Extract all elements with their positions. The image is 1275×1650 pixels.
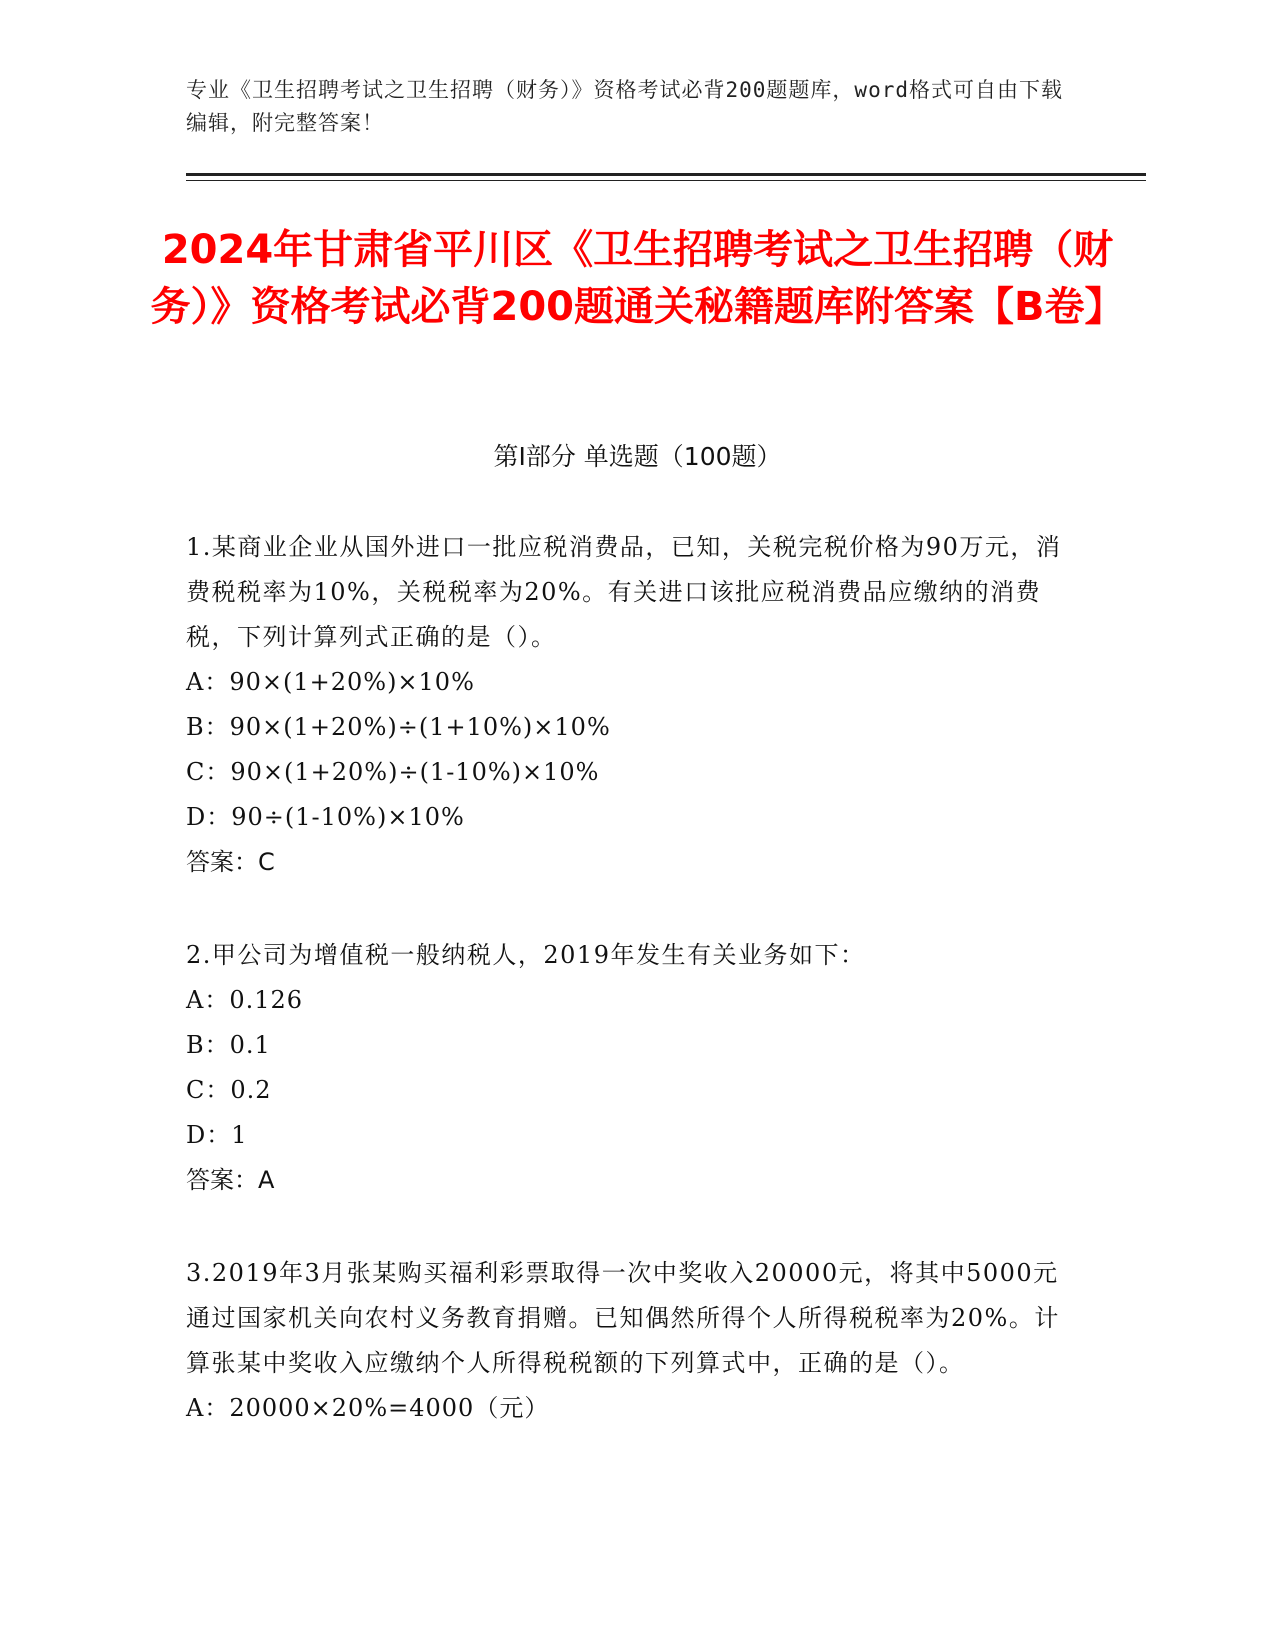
question-option-c: C：0.2 (186, 1076, 272, 1104)
document-title: 2024年甘肃省平川区《卫生招聘考试之卫生招聘（财务）》资格考试必背200题通关秘籍题库附答案【B卷】 (150, 227, 1125, 330)
question-option-b: B：0.1 (186, 1031, 271, 1059)
question-2 (186, 933, 1066, 1203)
question-option-a: A：20000×20%=4000（元） (186, 1394, 550, 1422)
question-option-a: A：0.126 (186, 986, 304, 1014)
header-rule-thin (186, 180, 1146, 181)
question-3 (186, 1251, 1066, 1431)
question-stem: 3.2019年3月张某购买福利彩票取得一次中奖收入20000元，将其中5000元通过国家机关向农村义务教育捐赠。已知偶然所得个人所得税税率为20%。计算张某中奖收入应缴纳个人所得税税额的下列算式中，正确的是（）。 (186, 1259, 1060, 1377)
question-option-d: D：90÷(1-10%)×10% (186, 803, 465, 831)
header-rule-thick (186, 173, 1146, 176)
header-note: 专业《卫生招聘考试之卫生招聘（财务）》资格考试必背200题题库，word格式可自由下载编辑，附完整答案！ (186, 78, 1063, 135)
question-stem: 2.甲公司为增值税一般纳税人，2019年发生有关业务如下： (186, 941, 866, 969)
question-option-a: A：90×(1+20%)×10% (186, 668, 475, 696)
question-option-b: B：90×(1+20%)÷(1+10%)×10% (186, 713, 611, 741)
question-answer: 答案：C (186, 848, 275, 876)
question-option-c: C：90×(1+20%)÷(1-10%)×10% (186, 758, 600, 786)
question-list (186, 525, 1066, 1479)
question-stem: 1.某商业企业从国外进口一批应税消费品，已知，关税完税价格为90万元，消费税税率为10%，关税税率为20%。有关进口该批应税消费品应缴纳的消费税，下列计算列式正确的是（）。 (186, 533, 1062, 651)
section-heading: 第Ⅰ部分 单选题（100题） (493, 442, 782, 471)
question-option-d: D：1 (186, 1121, 248, 1149)
question-answer: 答案：A (186, 1166, 275, 1194)
question-1 (186, 525, 1066, 885)
